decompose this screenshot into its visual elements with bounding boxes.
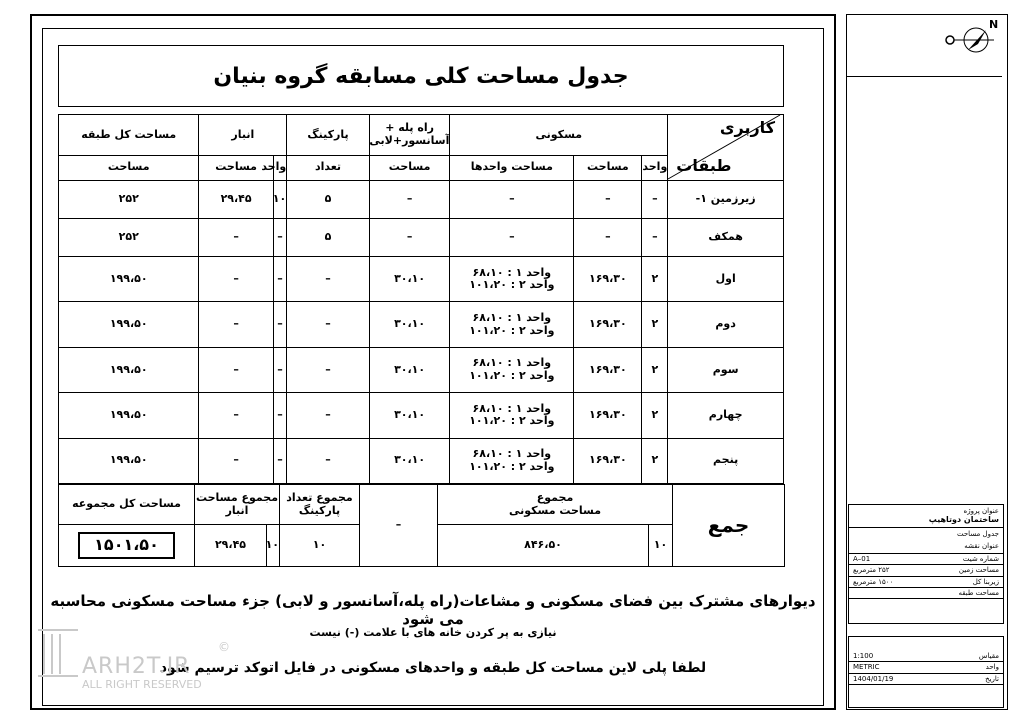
cell-units: ۲	[642, 302, 668, 347]
table-row	[59, 302, 784, 347]
sum-units: ۱۰	[649, 525, 673, 567]
sum-label: جمع	[673, 485, 785, 567]
cell-stair: ۳۰،۱۰	[369, 438, 450, 483]
cell-units: –	[642, 218, 668, 256]
sum-stair: –	[360, 485, 438, 567]
cell-floor: پنجم	[668, 438, 784, 483]
unit-label: واحد	[985, 663, 999, 672]
subheader-res-area: مساحت	[574, 155, 642, 180]
cell-parking: –	[287, 347, 370, 392]
row-label: مساحت زمین	[958, 566, 999, 575]
unit-2-area: واحد ۲ : ۱۰۱،۲۰	[469, 459, 555, 473]
header-usage-floor	[668, 115, 784, 181]
cell-unit-areas	[450, 393, 574, 438]
cell-floor: همکف	[668, 218, 784, 256]
unit-2-area: واحد ۲ : ۱۰۱،۲۰	[469, 369, 555, 382]
table-row	[59, 393, 784, 438]
cell-units: ۲	[642, 257, 668, 302]
cell-res-area: ۱۶۹،۳۰	[574, 302, 642, 347]
unit-value: METRIC	[853, 663, 880, 672]
subheader-unit-areas: مساحت واحدها	[450, 155, 574, 180]
cell-unit-areas	[450, 438, 574, 483]
subheader-area: مساحت	[59, 155, 199, 180]
cell-stair: ۳۰،۱۰	[369, 347, 450, 392]
subheader-parking-count: تعداد	[287, 155, 370, 180]
cell-storage-area: –	[199, 393, 273, 438]
date-label: تاریخ	[985, 674, 999, 683]
usage-label: کاربری	[719, 118, 775, 137]
subheader-stair-area: مساحت	[369, 155, 450, 180]
watermark-rights: ALL RIGHT RESERVED	[82, 678, 202, 691]
scale-value: 1:100	[853, 652, 874, 660]
sum-total-cell	[59, 525, 195, 567]
note-line-1: دیوارهای مشترک بین فضای مسکونی و مشاعات(راه پله،آسانسور و لابی) جزء مساحت مسکونی محاسبه می شود	[50, 592, 816, 628]
cell-stair: ۳۰،۱۰	[369, 257, 450, 302]
cell-floor: دوم	[668, 302, 784, 347]
cell-res-area: –	[574, 218, 642, 256]
subheader-storage-area: مساحت	[199, 155, 273, 180]
title-block-rows	[849, 553, 1003, 600]
row-value: ۱۵۰۰ مترمربع	[853, 577, 894, 586]
cell-parking: –	[287, 438, 370, 483]
cell-storage-unit: –	[273, 257, 286, 302]
note-line-2: نیازی به پر کردن خانه های با علامت (-) نیست	[309, 626, 557, 639]
cell-storage-area: –	[199, 438, 273, 483]
sum-res-total: ۸۴۶،۵۰	[438, 525, 649, 567]
cell-floor: چهارم	[668, 393, 784, 438]
cell-storage-area: ۲۹،۴۵	[199, 180, 273, 218]
cell-res-area: ۱۶۹،۳۰	[574, 257, 642, 302]
cell-total: ۱۹۹،۵۰	[59, 347, 199, 392]
cell-stair: –	[369, 218, 450, 256]
sum-total-label: مساحت کل مجموعه	[59, 485, 195, 525]
cell-total: ۱۹۹،۵۰	[59, 438, 199, 483]
cell-unit-areas	[450, 302, 574, 347]
project-title-area	[849, 505, 1003, 527]
table-row	[59, 347, 784, 392]
cell-storage-area: –	[199, 257, 273, 302]
north-label: N	[989, 18, 999, 31]
cell-stair: –	[369, 180, 450, 218]
watermark-copyright: ©	[218, 640, 230, 654]
title-block-row	[849, 554, 1003, 565]
unit-1-area: واحد ۱ : ۶۸،۱۰	[472, 447, 552, 461]
cell-parking: –	[287, 257, 370, 302]
cell-storage-unit: –	[273, 438, 286, 483]
cell-floor: اول	[668, 257, 784, 302]
sum-table	[58, 484, 785, 567]
north-arrow	[938, 18, 1000, 62]
sum-total: ۱۵۰۱،۵۰	[78, 532, 175, 558]
title-block-row	[849, 577, 1003, 588]
row-value: A–01	[853, 554, 871, 563]
sum-storage-unit: ۱۰	[267, 525, 280, 567]
unit-row	[849, 662, 1003, 673]
cell-unit-areas	[450, 347, 574, 392]
cell-res-area: –	[574, 180, 642, 218]
sum-storage-label: مجموع مساحت انبار	[195, 485, 280, 525]
sheet-name: جدول مساحت	[956, 529, 999, 538]
cell-unit-areas: –	[450, 218, 574, 256]
project-label: عنوان پروژه	[963, 507, 999, 515]
cell-total: ۱۹۹،۵۰	[59, 302, 199, 347]
cell-total: ۱۹۹،۵۰	[59, 257, 199, 302]
cell-parking: ۵	[287, 180, 370, 218]
table-row	[59, 218, 784, 256]
table-row	[59, 257, 784, 302]
cell-total: ۲۵۲	[59, 218, 199, 256]
project-name: ساختمان دوتاهیپ	[928, 515, 999, 525]
table-row	[59, 438, 784, 483]
header-parking: پارکینگ	[287, 115, 370, 156]
row-label: شماره شیت	[962, 554, 999, 563]
subheader-res-unit: واحد	[642, 155, 668, 180]
row-label: زیربنا کل	[972, 577, 999, 586]
unit-2-area: واحد ۲ : ۱۰۱،۲۰	[469, 278, 555, 292]
header-residential: مسکونی	[450, 115, 668, 156]
unit-2-area: واحد ۲ : ۱۰۱،۲۰	[469, 414, 555, 428]
title-block-row	[849, 565, 1003, 576]
floors-label: طبقات	[676, 156, 732, 176]
cell-stair: ۳۰،۱۰	[369, 302, 450, 347]
cell-storage-unit: –	[273, 218, 286, 256]
unit-1-area: واحد ۱ : ۶۸،۱۰	[472, 356, 552, 370]
cell-storage-unit: –	[273, 347, 286, 392]
header-storage: انبار	[199, 115, 287, 156]
watermark-pillar-icon	[36, 626, 80, 678]
cell-res-area: ۱۶۹،۳۰	[574, 393, 642, 438]
unit-1-area: واحد ۱ : ۶۸،۱۰	[472, 311, 552, 324]
unit-2-area: واحد ۲ : ۱۰۱،۲۰	[469, 323, 555, 337]
cell-units: ۲	[642, 347, 668, 392]
area-table	[58, 114, 784, 484]
sum-parking-label: مجموع تعداد پارکینگ	[280, 485, 360, 525]
sum-parking: ۱۰	[280, 525, 360, 567]
cell-stair: ۳۰،۱۰	[369, 393, 450, 438]
header-total-area: مساحت کل طبقه	[59, 115, 199, 156]
sheet-label: عنوان نقشه	[964, 542, 999, 551]
table-row	[59, 180, 784, 218]
date-row	[849, 674, 1003, 685]
cell-res-area: ۱۶۹،۳۰	[574, 347, 642, 392]
cell-units: ۲	[642, 438, 668, 483]
watermark-brand: ARH2T.IR	[82, 654, 191, 679]
scale-row	[849, 651, 1003, 662]
cell-unit-areas	[450, 257, 574, 302]
sum-res-label: مجموع مساحت مسکونی	[438, 485, 673, 525]
cell-total: ۲۵۲	[59, 180, 199, 218]
cell-floor: زیرزمین ۱-	[668, 180, 784, 218]
cell-storage-area: –	[199, 218, 273, 256]
unit-1-area: واحد ۱ : ۶۸،۱۰	[472, 401, 552, 415]
page-title: جدول مساحت کلی مسابقه گروه بنیان	[58, 45, 784, 107]
cell-storage-unit: ۱۰	[273, 180, 286, 218]
divider-line	[846, 76, 1002, 77]
sheet-title-area	[849, 527, 1003, 540]
note-line-3: لطفا پلی لاین مساحت کل طبقه و واحدهای مسکونی در فایل اتوکد ترسیم شود	[159, 660, 707, 676]
cell-res-area: ۱۶۹،۳۰	[574, 438, 642, 483]
watermark-logo-icon	[36, 626, 80, 678]
scale-label: مقیاس	[978, 652, 999, 660]
cell-storage-area: –	[199, 347, 273, 392]
cell-storage-unit: –	[273, 393, 286, 438]
cell-storage-unit: –	[273, 302, 286, 347]
header-stair: راه پله + آسانسور+لابی	[369, 115, 450, 156]
cell-parking: –	[287, 302, 370, 347]
cell-total: ۱۹۹،۵۰	[59, 393, 199, 438]
title-block-row	[849, 588, 1003, 599]
row-label: مساحت طبقه	[958, 588, 999, 597]
cell-storage-area: –	[199, 302, 273, 347]
unit-1-area: واحد ۱ : ۶۸،۱۰	[472, 265, 552, 279]
cell-units: ۲	[642, 393, 668, 438]
row-value: ۲۵۲ مترمربع	[853, 566, 890, 575]
cell-units: –	[642, 180, 668, 218]
cell-floor: سوم	[668, 347, 784, 392]
title-block	[848, 504, 1004, 624]
sum-storage-area: ۲۹،۴۵	[195, 525, 267, 567]
cell-parking: –	[287, 393, 370, 438]
scale-block	[848, 636, 1004, 708]
date-value: 1404/01/19	[853, 674, 894, 683]
cell-unit-areas: –	[450, 180, 574, 218]
subheader-storage-unit: واحد	[273, 155, 286, 180]
cell-parking: ۵	[287, 218, 370, 256]
